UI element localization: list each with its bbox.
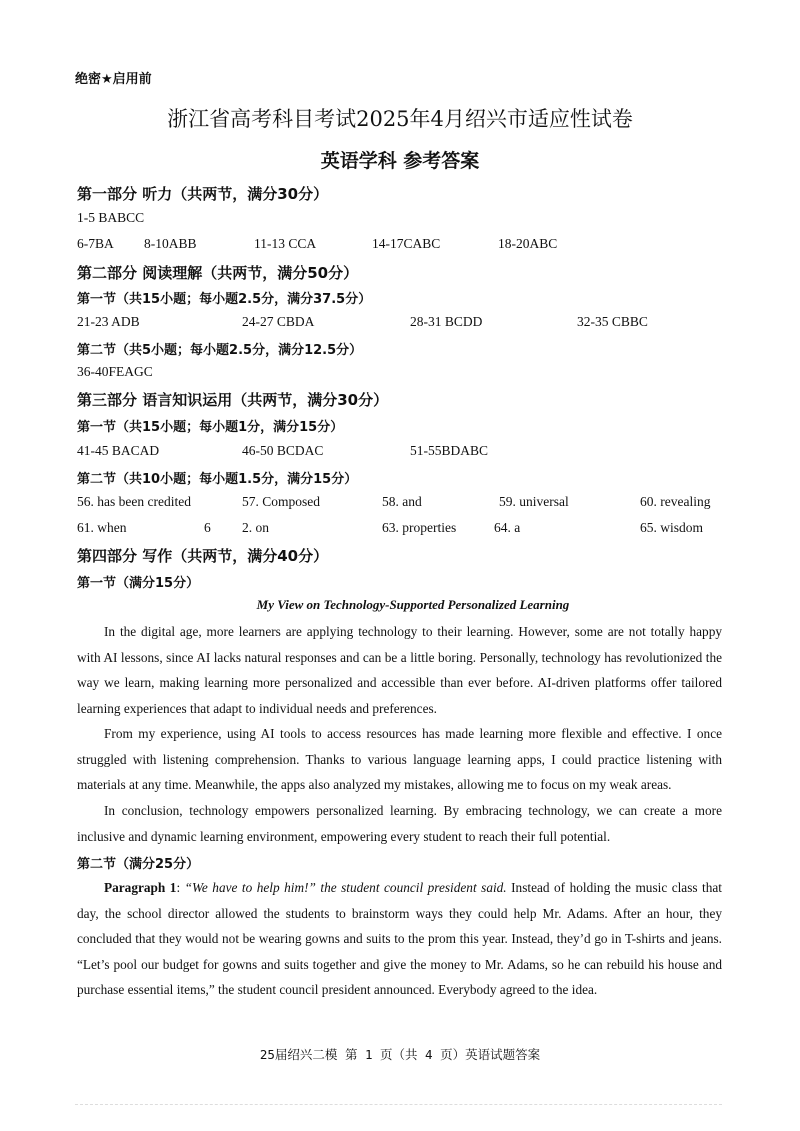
answer-item: 6 [204, 520, 211, 535]
answer-item: 32-35 CBBC [577, 314, 648, 329]
answer-item: 1-5 BABCC [77, 210, 145, 225]
essay-title: My View on Technology-Supported Personalized Learning [256, 597, 570, 612]
part4-section2-heading: 第二节（满分25分） [77, 857, 200, 872]
part1-heading: 第一部分 听力（共两节，满分30分） [77, 185, 329, 203]
answer-item: 21-23 ADB [77, 314, 140, 329]
part3-heading: 第三部分 语言知识运用（共两节，满分30分） [77, 391, 389, 409]
answer-item: 56. has been credited [77, 494, 191, 509]
answer-key-subtitle: 英语学科 参考答案 [320, 150, 480, 172]
essay-paragraph: In the digital age, more learners are applying technology to their learning. However, some are not totally happy with AI lessons, since AI lacks natural responses and can be a little boring. Personally, technology has revolutionized the way we learn, making learning more personalized and accessible than ever before. AI-driven platforms offer tailored learning experiences that adapt to individual needs and preferences. [77, 624, 722, 716]
answer-item: 11-13 CCA [254, 236, 317, 251]
answer-item: 14-17CABC [372, 236, 441, 251]
exam-title: 浙江省高考科目考试2025年4月绍兴市适应性试卷 [167, 107, 633, 131]
bottom-rule [75, 1104, 722, 1105]
answer-item: 36-40FEAGC [77, 364, 153, 379]
answer-item: 64. a [494, 520, 521, 535]
given-opening-sentence: “We have to help him!” the student council president said. [184, 880, 507, 895]
answer-item: 2. on [242, 520, 269, 535]
continuation-paragraph [77, 875, 722, 1003]
part2-section2-heading: 第二节（共5小题；每小题2.5分，满分12.5分） [77, 343, 363, 358]
essay-paragraph: From my experience, using AI tools to access resources has made learning more flexible and effective. I once struggled with listening comprehension. Thanks to various language learning apps, I could practice listening with materials at any time. Meanwhile, the apps also analyzed my mistakes, allowing me to focus on my weak areas. [77, 726, 722, 792]
part4-section1-heading: 第一节（满分15分） [77, 576, 200, 591]
confidential-label: 绝密★启用前 [75, 72, 152, 87]
answer-item: 51-55BDABC [410, 443, 489, 458]
paragraph-label-colon: : [176, 880, 185, 895]
answer-item: 65. wisdom [640, 520, 704, 535]
page-footer: 25届绍兴二模 第 1 页（共 4 页）英语试题答案 [259, 1047, 541, 1062]
answer-item: 8-10ABB [144, 236, 197, 251]
answer-item: 57. Composed [242, 494, 321, 509]
answer-item: 59. universal [499, 494, 569, 509]
essay-paragraph: In conclusion, technology empowers personalized learning. By embracing technology, we can create a more inclusive and dynamic learning environment, empowering every student to reach their full potential. [77, 803, 722, 844]
answer-item: 18-20ABC [498, 236, 558, 251]
part3-section1-heading: 第一节（共15小题；每小题1分，满分15分） [77, 420, 344, 435]
answer-item: 58. and [382, 494, 422, 509]
part3-section2-heading: 第二节（共10小题；每小题1.5分，满分15分） [77, 472, 358, 487]
answer-item: 61. when [77, 520, 127, 535]
answer-item: 60. revealing [640, 494, 711, 509]
answer-item: 6-7BA [77, 236, 114, 251]
part2-heading: 第二部分 阅读理解（共两节，满分50分） [77, 264, 359, 282]
answer-item: 41-45 BACAD [77, 443, 160, 458]
answer-item: 28-31 BCDD [410, 314, 483, 329]
answer-item: 24-27 CBDA [242, 314, 315, 329]
answer-item: 63. properties [382, 520, 457, 535]
answer-item: 46-50 BCDAC [242, 443, 324, 458]
part4-heading: 第四部分 写作（共两节，满分40分） [77, 547, 329, 565]
part2-section1-heading: 第一节（共15小题；每小题2.5分，满分37.5分） [77, 292, 372, 307]
paragraph-label: Paragraph 1 [104, 880, 177, 895]
paragraph-body: Instead of holding the music class that day, the school director allowed the students to brainstorm ways they could help Mr. Adams. After an hour, they concluded that they would not be wearing gowns and suits to the prom this year. Instead, they’d go in T-shirts and jeans. “Let’s pool our budget for gowns and suits together and give the money to Mr. Adams, so he can rebuild his house and purchase essential items,” the student council president announced. Everybody agreed to the idea. [77, 880, 722, 997]
